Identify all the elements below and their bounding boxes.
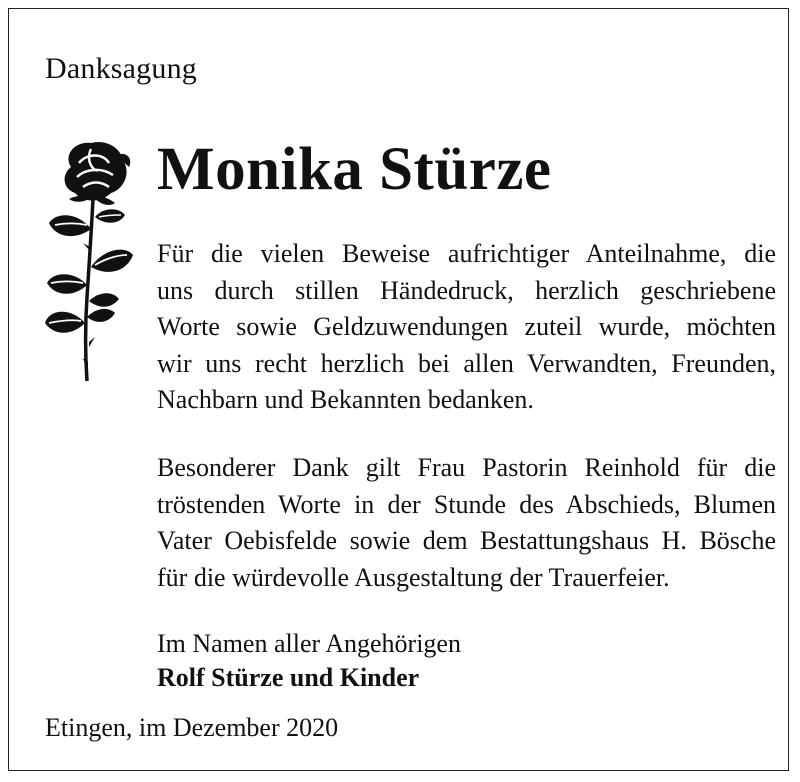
signature-names: Rolf Stürze und Kinder: [157, 663, 420, 693]
thanks-paragraph-2: [157, 450, 776, 596]
signature-block: [157, 627, 776, 695]
text-line: uns durch stillen Händedruck, herzlich geschriebene: [157, 275, 776, 305]
text-line: Für die vielen Beweise aufrichtiger Anteilnahme, die: [157, 239, 776, 268]
text-line: tröstenden Worte in der Stunde des Abschieds, Blumen: [157, 489, 776, 519]
thanks-paragraph-1: [157, 236, 776, 419]
place-date: Etingen, im Dezember 2020: [45, 713, 339, 742]
text-line: Vater Oebisfelde sowie dem Bestattungshaus H. Bösche: [157, 526, 776, 556]
notice-frame: [8, 8, 789, 771]
notice-body: [157, 236, 776, 695]
text-line: wir uns recht herzlich bei allen Verwandten, Freunden,: [157, 348, 776, 378]
text-line: Besonderer Dank gilt Frau Pastorin Reinhold für die: [157, 452, 776, 482]
deceased-name: Monika Stürze: [157, 136, 552, 203]
text-line: Nachbarn und Bekannten bedanken.: [157, 385, 534, 415]
text-line: für die würdevolle Ausgestaltung der Trauerfeier.: [157, 562, 670, 592]
rose-icon: [43, 137, 135, 383]
signature-intro: Im Namen aller Angehörigen: [157, 629, 461, 659]
notice-heading: Danksagung: [45, 52, 197, 85]
text-line: Worte sowie Geldzuwendungen zuteil wurde, möchten: [157, 312, 776, 342]
